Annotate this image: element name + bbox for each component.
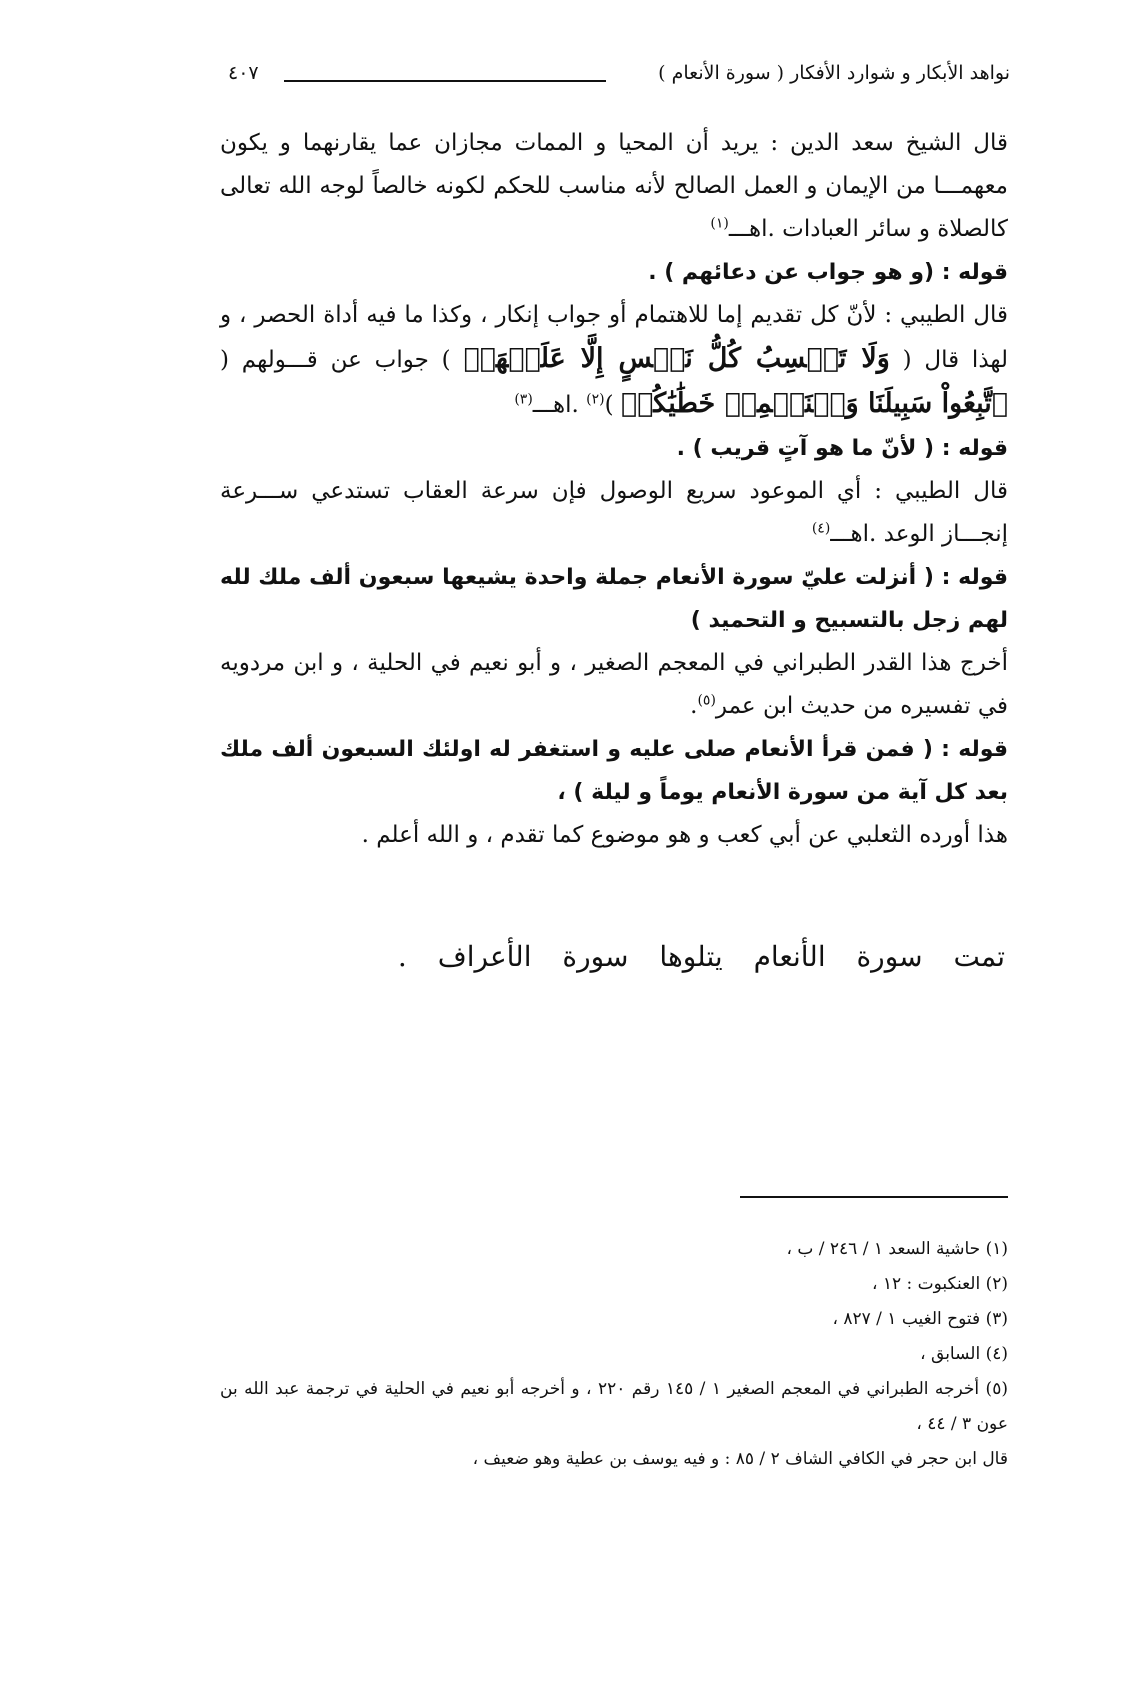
paragraph-saad-aldin — [220, 122, 1008, 251]
header-rule — [284, 80, 606, 82]
footnote-5: (٥) أخرجه الطبراني في المعجم الصغير ١ / ١٤٥ رقم ٢٢٠ ، و أخرجه أبو نعيم في الحلية في ترجمة عبد الله بن عون ٣ / ٤٤ ، — [220, 1379, 1008, 1434]
footnote-4: (٤) السابق ، — [920, 1344, 1008, 1364]
paragraph-thalabi: هذا أورده الثعلبي عن أبي كعب و هو موضوع كما تقدم ، و الله أعلم . — [361, 822, 1008, 848]
paragraph-text: أخرج هذا القدر الطبراني في المعجم الصغير ، و أبو نعيم في الحلية ، و ابن مردويه في تفسيره من حديث ابن عمر — [220, 650, 1008, 719]
heading-qawluhu-2: قوله : ( لأنّ ما هو آتٍ قريب ) . — [676, 436, 1008, 461]
paragraph-text: . — [690, 693, 698, 719]
paragraph-text: قال الشيخ سعد الدين : يريد أن المحيا و الممات مجازان عما يقارنهما و يكون معهمـــا من الإيمان و العمل الصالح لأنه مناسب للحكم لكونه خالصاً لوجه الله تعالى كالصلاة و سائر العبادات .اهـــ — [220, 130, 1008, 242]
paragraph-text: قال الطيبي : لأنّ كل تقديم إما للاهتمام أو جواب إنكار ، وكذا ما فيه أداة الحصر ، و لهذا قال ( — [220, 302, 1009, 373]
heading-qawluhu-4: قوله : ( فمن قرأ الأنعام صلى عليه و استغفر له اولئك السبعون ألف ملك بعد كل آية من سورة الأنعام يوماً و ليلة ) ، — [220, 737, 1008, 805]
quran-verse-2: ٱتَّبِعُواْ سَبِيلَنَا وَلۡنَحۡمِلۡ خَطَٰيَٰكُمۡ — [620, 388, 1008, 419]
heading-qawluhu-3: قوله : ( أنزلت عليّ سورة الأنعام جملة واحدة يشيعها سبعون ألف ملك لله لهم زجل بالتسبيح و التحميد ) — [220, 565, 1008, 633]
footnote-ref-2: (٢) — [586, 391, 605, 408]
heading-qawluhu-1: قوله : (و هو جواب عن دعائهم ) . — [648, 260, 1008, 285]
paragraph-tibi-1 — [220, 294, 1008, 427]
running-header — [228, 62, 1010, 92]
header-title: نواهد الأبكار و شوارد الأفكار ( سورة الأنعام ) — [658, 62, 1010, 84]
surah-closing-line: تمت سورة الأنعام يتلوها سورة الأعراف . — [397, 940, 1005, 973]
footnote-ref-5: (٥) — [697, 692, 716, 709]
footnote-ref-3: (٣) — [514, 391, 533, 408]
footnote-ref-1: (١) — [710, 215, 729, 232]
footnote-ref-4: (٤) — [811, 520, 831, 537]
paragraph-takhrij — [220, 642, 1008, 728]
main-text — [220, 122, 1008, 857]
footnote-1: (١) حاشية السعد ١ / ٢٤٦ / ب ، — [786, 1239, 1008, 1259]
footnote-3: (٣) فتوح الغيب ١ / ٨٢٧ ، — [832, 1309, 1008, 1329]
paragraph-text: ) جواب عن قـــولهم ( — [220, 347, 451, 373]
paragraph-text: ) — [604, 392, 614, 418]
paragraph-tibi-2 — [220, 470, 1008, 556]
footnotes — [220, 1232, 1008, 1477]
footnote-2: (٢) العنكبوت : ١٢ ، — [871, 1274, 1008, 1294]
quran-verse-1: وَلَا تَكۡسِبُ كُلُّ نَفۡسٍ إِلَّا عَلَيۡهَاۚ — [463, 343, 890, 374]
paragraph-text: قال الطيبي : أي الموعود سريع الوصول فإن سرعة العقاب تستدعي ســـرعة إنجـــاز الوعد .اهـــ — [220, 478, 1008, 547]
footnote-5-continued: قال ابن حجر في الكافي الشاف ٢ / ٨٥ : و فيه يوسف بن عطية وهو ضعيف ، — [472, 1449, 1008, 1469]
footnote-separator — [740, 1196, 1008, 1198]
page-number: ٤٠٧ — [228, 62, 259, 84]
paragraph-text: .اهـــ — [532, 392, 587, 418]
